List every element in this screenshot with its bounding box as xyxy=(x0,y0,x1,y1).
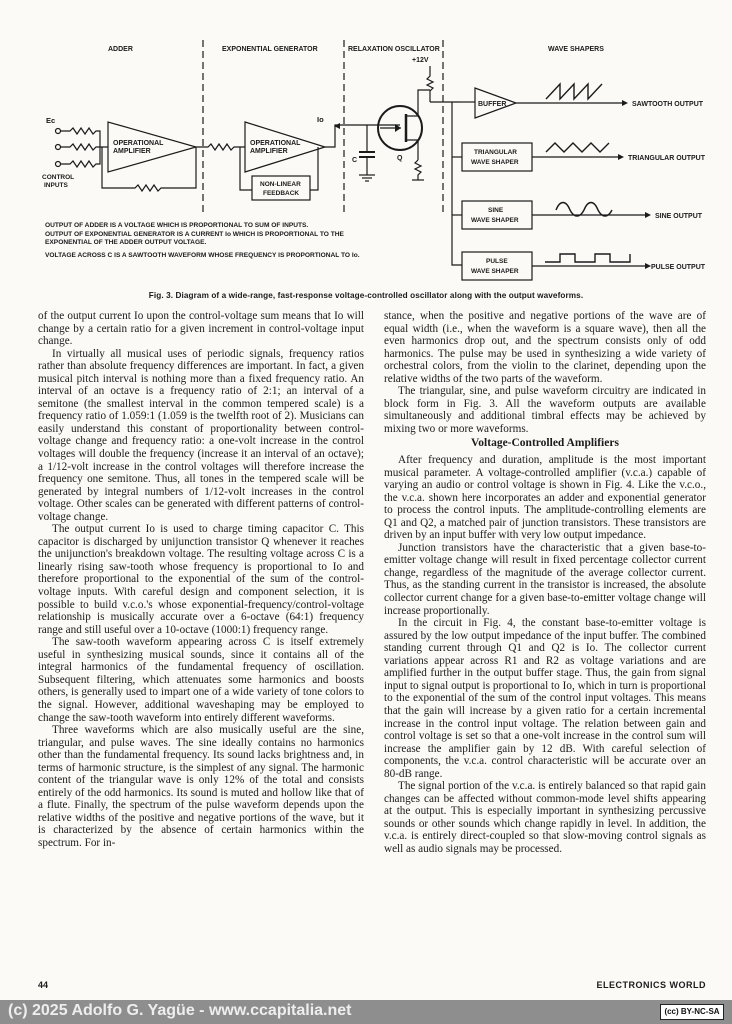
opamp2-label-b: AMPLIFIER xyxy=(250,148,288,155)
paragraph: stance, when the positive and negative portions of the wave are of equal width (i.e., when the waveform is a square wave), then all the even harmonics drop out, and the spectrum consists only of odd harmonics. The pulse may be used in synthesizing a wide variety of orchestral colors, from the violin to the clarinet, depending upon the relative widths of the two parts of the waveform. xyxy=(384,310,706,385)
watermark-bar xyxy=(0,1000,732,1024)
paragraph: The triangular, sine, and pulse waveform circuitry are indicated in block form in Fig. 3. All the waveform outputs are available simultaneously and additional timbral effects may be achieved by mixing two or more waveforms. xyxy=(384,385,706,435)
left-column xyxy=(38,310,364,850)
sine-label-b: WAVE SHAPER xyxy=(471,217,519,224)
note-2: OUTPUT OF EXPONENTIAL GENERATOR IS A CURRENT Io WHICH IS PROPORTIONAL TO THE xyxy=(45,231,344,238)
out-saw-label: SAWTOOTH OUTPUT xyxy=(632,101,704,108)
out-pulse-label: PULSE OUTPUT xyxy=(651,264,706,271)
out-tri-label: TRIANGULAR OUTPUT xyxy=(628,155,705,162)
magazine-name: ELECTRONICS WORLD xyxy=(596,980,706,990)
buffer-label: BUFFER xyxy=(478,101,507,108)
v12-label: +12V xyxy=(412,57,429,64)
out-sine-label: SINE OUTPUT xyxy=(655,213,703,220)
q-label: Q xyxy=(397,155,403,162)
paragraph: The saw-tooth waveform appearing across C is itself extremely useful in synthesizing musical sounds, since it contains all of the integral harmonics of the fundamental frequency of oscillation. Subsequent filtering, which attenuates some harmonics and boosts others, is generally used to impart one of a wide variety of tone colors to the signal. However, additional waveshaping may be employed to change the saw-tooth waveform into entirely different waveforms. xyxy=(38,636,364,724)
nonlinear-label-a: NON-LINEAR xyxy=(260,181,301,188)
page-number: 44 xyxy=(38,980,49,990)
copyright-credit: (c) 2025 Adolfo G. Yagüe - www.ccapitalia.net xyxy=(8,1002,352,1019)
section-heading: Voltage-Controlled Amplifiers xyxy=(471,437,619,450)
cc-license-badge[interactable]: (cc) BY-NC-SA xyxy=(660,1004,724,1020)
io-label: Io xyxy=(317,115,324,124)
vco-diagram xyxy=(0,0,732,300)
paragraph: Three waveforms which are also musically useful are the sine, triangular, and pulse waves. The sine ideally contains no harmonics other than the fundamental frequency. Its sound lacks brightness and, in terms of harmonic structure, is the simplest of any signal. The harmonic content of the triangular wave is only 12% of the total and consists entirely of the odd harmonics. Its sound is muted and hollow like that of a flute. Finally, the spectrum of the pulse waveform depends upon the relative widths of the positive and negative portions of the wave, but it is characterized by the absence of certain harmonics within the spectrum. For in- xyxy=(38,724,364,849)
ec-label: Ec xyxy=(46,116,56,125)
paragraph: The output current Io is used to charge timing capacitor C. This capacitor is discharged by unijunction transistor Q whenever it reaches the unijunction's breakdown voltage. The resulting voltage across C is a linearly rising saw-tooth whose frequency is proportional to Io and therefore proportional to the exponential of the sum of the control-voltage inputs. With careful design and component selection, it is possible to build v.c.o.'s whose exponential-frequency/control-voltage relationship is musically accurate over a 6-octave (64:1) frequency range and still useful over a 10-octave (1000:1) frequency range. xyxy=(38,523,364,636)
paragraph: After frequency and duration, amplitude is the most important musical parameter. A voltage-controlled amplifier (v.c.a.) capable of varying an audio or control voltage is shown in Fig. 4. Like the v.c.o., the v.c.a. shown here incorporates an adder and exponential generator to process the control inputs. The amplitude-controlling elements are Q1 and Q2, a matched pair of junction transistors. These transistors are driven by an input buffer with very low output impedance. xyxy=(384,454,706,542)
note-1: OUTPUT OF ADDER IS A VOLTAGE WHICH IS PROPORTIONAL TO SUM OF INPUTS. xyxy=(45,222,309,229)
paragraph: The signal portion of the v.c.a. is entirely balanced so that rapid gain changes can be affected without common-mode level shifts appearing at the output. This is especially important in synthesizing percussive sounds or other sounds which change rapidly in level. In addition, the v.c.a. is entirely direct-coupled so that slow-moving control signals as well as audio signals may be processed. xyxy=(384,780,706,855)
paragraph: Junction transistors have the characteristic that a given base-to-emitter voltage change will result in fixed percentage collector current change, regardless of the magnitude of the average collector current. Thus, as the standing current in the transistor is increased, the absolute collector current change for a given base-to-emitter voltage change will increase proportionally. xyxy=(384,541,706,617)
opamp1-label-a: OPERATIONAL xyxy=(113,140,164,147)
tri-label-b: WAVE SHAPER xyxy=(471,159,519,166)
pulse-label-a: PULSE xyxy=(486,258,508,265)
opamp1-label-b: AMPLIFIER xyxy=(113,148,151,155)
right-column xyxy=(384,310,706,856)
c-label: C xyxy=(352,157,358,164)
section-exp-gen: EXPONENTIAL GENERATOR xyxy=(222,46,318,53)
tri-label-a: TRIANGULAR xyxy=(474,149,517,156)
paragraph: In virtually all musical uses of periodic signals, frequency ratios rather than absolute frequency differences are important. In fact, a given musical pitch interval is nothing more than a fixed frequency ratio. An interval of an octave is a frequency ratio of 2:1; an interval of a semitone (the smallest interval in the common tempered scale) is a frequency ratio of 1.059:1 (1.059 is the twelfth root of 2). Musicians can easily understand this constant of proportionality between control-voltage change and frequency ratio: a one-volt increase in the control voltages will double the frequency (increase it an interval of an octave); a 1/12-volt increase in the control voltages will therefore increase the frequency one semitone. Thus, all tones in the tempered scale will be generated by integral numbers of 1/12-volt increases in the control voltage. Other scales can be generated with different patterns of control-voltage change. xyxy=(38,347,364,523)
section-adder: ADDER xyxy=(108,46,133,53)
note-3: EXPONENTIAL OF THE ADDER OUTPUT VOLTAGE. xyxy=(45,239,207,246)
control-inputs-label-2: INPUTS xyxy=(44,182,68,189)
sine-label-a: SINE xyxy=(488,207,504,214)
pulse-label-b: WAVE SHAPER xyxy=(471,268,519,275)
section-relax: RELAXATION OSCILLATOR xyxy=(348,46,440,53)
figure-caption: Fig. 3. Diagram of a wide-range, fast-response voltage-controlled oscillator along with the output waveforms. xyxy=(148,291,584,300)
opamp2-label-a: OPERATIONAL xyxy=(250,140,301,147)
paragraph: of the output current Io upon the control-voltage sum means that Io will change by a certain ratio for a given increment in control-voltage input change. xyxy=(38,310,364,348)
paragraph: In the circuit in Fig. 4, the constant base-to-emitter voltage is assured by the low output impedance of the input buffer. The combined standing current through Q1 and Q2 is Io. The collector current variations appear across R1 and R2 as voltage variations and are amplified further in the output buffer stage. Thus, the gain from signal input to signal output is proportional to Io, which in turn is proportional to the exponential of the sum of the control input voltages. This means that the gain will increase by a given ratio for a certain incremental increase in the control input voltage. The relation between gain and control voltage is set so that a one-volt increase in the control sum will increase the amplifier gain by 12 dB. With careful selection of components, the v.c.a. control characteristic will be accurate over an 80-dB range. xyxy=(384,617,706,780)
control-inputs-label-1: CONTROL xyxy=(42,174,75,181)
note-4: VOLTAGE ACROSS C IS A SAWTOOTH WAVEFORM WHOSE FREQUENCY IS PROPORTIONAL TO Io. xyxy=(45,252,360,259)
nonlinear-label-b: FEEDBACK xyxy=(263,190,300,197)
section-shapers: WAVE SHAPERS xyxy=(548,46,604,53)
